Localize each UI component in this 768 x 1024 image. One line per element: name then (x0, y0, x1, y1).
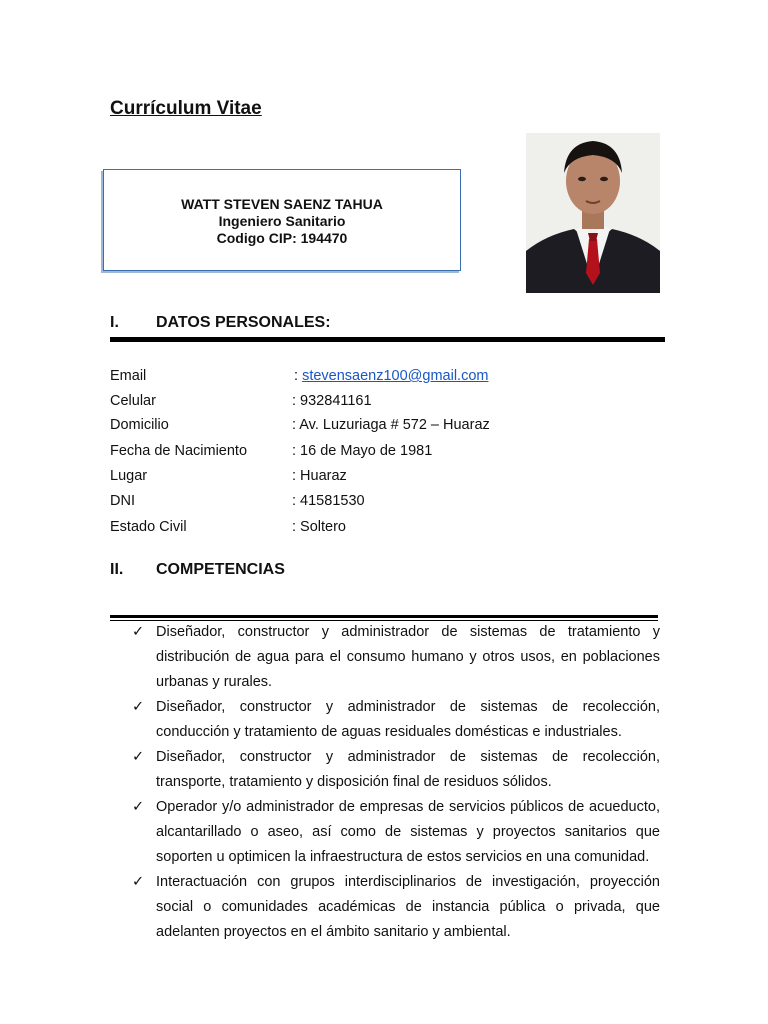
field-label: DNI (110, 493, 135, 509)
portrait-photo (526, 133, 660, 293)
section-title: DATOS PERSONALES: (156, 314, 331, 331)
field-label: Domicilio (110, 417, 169, 433)
email-link[interactable]: stevensaenz100@gmail.com (302, 368, 489, 384)
check-icon: ✓ (132, 624, 145, 640)
field-label: Estado Civil (110, 519, 187, 535)
list-item (130, 870, 660, 945)
list-item-text: Diseñador, constructor y administrador de sistemas de recolección, conducción y tratamiento de aguas residuales domésticas e industriales. (156, 699, 660, 740)
field-value: : stevensaenz100@gmail.com (294, 368, 489, 384)
field-value: : 16 de Mayo de 1981 (292, 443, 433, 459)
section-number: I. (110, 314, 119, 331)
list-item-text: Diseñador, constructor y administrador de sistemas de tratamiento y distribución de agua para el consumo humano y otros usos, en poblaciones urbanas y rurales. (156, 624, 660, 690)
field-label: Email (110, 368, 147, 384)
check-icon: ✓ (132, 699, 145, 715)
list-item (130, 745, 660, 795)
field-value: : 41581530 (292, 493, 365, 509)
portrait-photo-graphic (526, 133, 660, 293)
candidate-name: WATT STEVEN SAENZ TAHUA (181, 196, 383, 212)
candidate-cip: Codigo CIP: 194470 (216, 230, 348, 246)
check-icon: ✓ (132, 749, 145, 765)
candidate-profession: Ingeniero Sanitario (218, 213, 346, 229)
section-competencias (110, 561, 285, 579)
field-value: : 932841161 (292, 393, 372, 409)
list-item (130, 695, 660, 745)
section-divider (110, 337, 665, 342)
section-title: COMPETENCIAS (156, 561, 285, 578)
field-label: Fecha de Nacimiento (110, 443, 248, 459)
list-item (130, 795, 660, 870)
competencias-list (130, 620, 660, 945)
check-icon: ✓ (132, 799, 145, 815)
list-item (130, 620, 660, 695)
field-label: Celular (110, 393, 156, 409)
field-label: Lugar (110, 468, 148, 484)
identity-box (103, 169, 461, 271)
check-icon: ✓ (132, 874, 145, 890)
page-title: Currículum Vitae (110, 98, 262, 119)
list-item-text: Operador y/o administrador de empresas de servicios públicos de acueducto, alcantarillado o aseo, así como de sistemas y proyectos sanitarios que soporten u optimicen la infraestructura de estos servicios en una comunidad. (156, 799, 660, 865)
field-value: : Huaraz (292, 468, 347, 484)
section-divider (110, 615, 658, 618)
field-value: : Av. Luzuriaga # 572 – Huaraz (292, 417, 490, 433)
list-item-text: Interactuación con grupos interdisciplinarios de investigación, proyección social o comunidades académicas de instancia pública o privada, que adelanten proyectos en el ámbito sanitario y ambiental. (156, 874, 660, 940)
field-value: : Soltero (292, 519, 346, 535)
section-datos-personales (110, 314, 331, 332)
list-item-text: Diseñador, constructor y administrador de sistemas de recolección, transporte, tratamiento y disposición final de residuos sólidos. (156, 749, 660, 790)
section-number: II. (110, 561, 124, 578)
